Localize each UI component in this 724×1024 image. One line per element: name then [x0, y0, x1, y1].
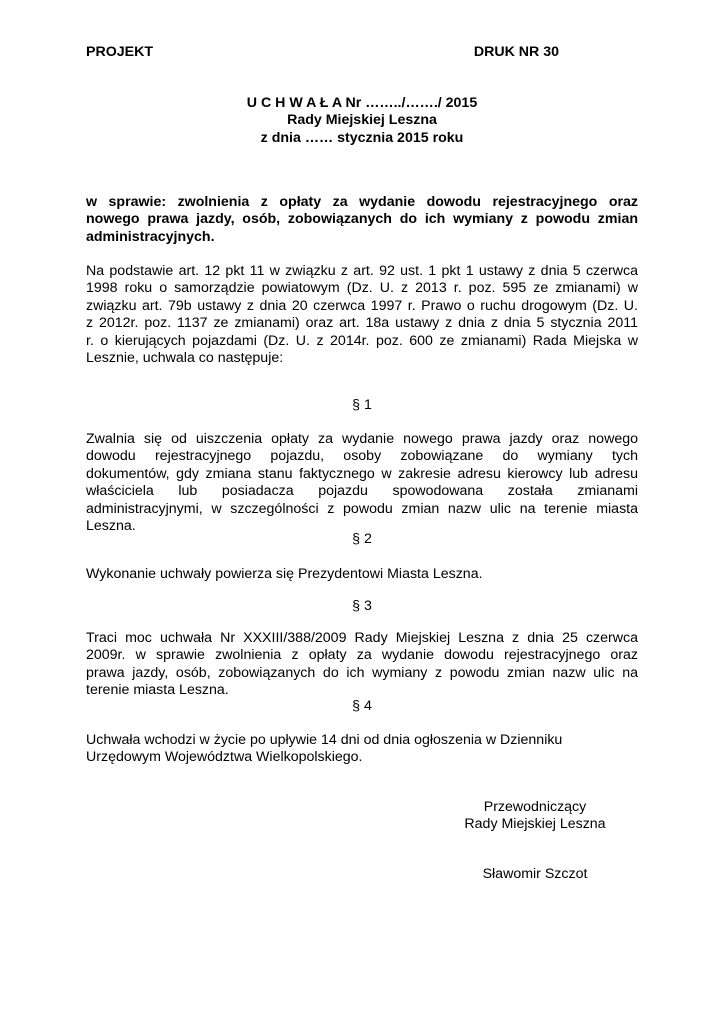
section-1-line: dowodu rejestracyjnego pojazdu, osoby zobowiązane do wymiany tych: [86, 448, 638, 465]
title-block: [86, 95, 638, 147]
section-4-paragraph: [86, 732, 638, 767]
section-3-paragraph: [86, 630, 638, 700]
section-1-mark: § 1: [352, 397, 372, 413]
subject-line: w sprawie: zwolnienia z opłaty za wydanie dowodu rejestracyjnego oraz: [86, 194, 638, 210]
section-3-line: terenie miasta Leszna.: [86, 682, 229, 699]
preamble-paragraph: [86, 263, 638, 367]
subject-line: nowego prawa jazdy, osób, zobowiązanych do ich wymiany z powodu zmian: [86, 211, 638, 228]
preamble-line: Na podstawie art. 12 pkt 11 w związku z art. 92 ust. 1 pkt 1 ustawy z dnia 5 czerwca: [86, 263, 638, 279]
section-1-line: właściciela lub posiadacza pojazdu spowodowana została zmianami: [86, 483, 638, 500]
preamble-line: związku art. 79b ustawy z dnia 20 czerwca 1997 r. Prawo o ruchu drogowym (Dz. U.: [86, 297, 638, 314]
signature-body: Rady Miejskiej Leszna: [464, 816, 606, 833]
section-1-line: Leszna.: [86, 518, 136, 535]
header-right: DRUK NR 30: [473, 44, 559, 60]
signature-name: Sławomir Szczot: [482, 866, 588, 882]
header-left: PROJEKT: [86, 44, 154, 60]
section-1-line: dokumentów, gdy zmiana stanu faktycznego w zakresie adresu kierowcy lub adresu: [86, 465, 638, 482]
section-3-mark: § 3: [352, 598, 372, 614]
preamble-line: r. o kierujących pojazdami (Dz. U. z 2014r. poz. 600 ze zmianami) Rada Miejska w: [86, 332, 638, 349]
preamble-line: z 2012r. poz. 1137 ze zmianami) oraz art. 18a ustawy z dnia z dnia 5 stycznia 2011: [86, 315, 638, 332]
section-2-mark: § 2: [352, 531, 372, 547]
section-4-line: Urzędowym Województwa Wielkopolskiego.: [86, 749, 363, 766]
signature-block: [440, 799, 630, 834]
section-1-paragraph: [86, 431, 638, 535]
section-4-line: Uchwała wchodzi w życie po upływie 14 dni od dnia ogłoszenia w Dzienniku: [86, 732, 563, 748]
subject-line: administracyjnych.: [86, 228, 215, 245]
title-line-3: z dnia …… stycznia 2015 roku: [260, 129, 464, 146]
section-3-line: Traci moc uchwała Nr XXXIII/388/2009 Rady Miejskiej Leszna z dnia 25 czerwca: [86, 630, 638, 646]
section-3-line: 2009r. w sprawie zwolnienia z opłaty za wydanie dowodu rejestracyjnego oraz: [86, 647, 638, 664]
section-2-text: Wykonanie uchwały powierza się Prezydentowi Miasta Leszna.: [86, 566, 483, 582]
section-3-line: prawa jazdy, osób, zobowiązanych do ich wymiany z powodu zmian nazw ulic na: [86, 664, 638, 681]
title-line-1: U C H W A Ł A Nr ……../……./ 2015: [246, 95, 478, 111]
signature-role: Przewodniczący: [483, 799, 587, 815]
preamble-line: 1998 roku o samorządzie powiatowym (Dz. U. z 2013 r. poz. 595 ze zmianami) w: [86, 280, 638, 297]
section-1-line: Zwalnia się od uiszczenia opłaty za wydanie nowego prawa jazdy oraz nowego: [86, 431, 638, 447]
preamble-line: Lesznie, uchwala co następuje:: [86, 350, 284, 367]
subject-paragraph: [86, 194, 638, 246]
section-4-mark: § 4: [352, 698, 372, 714]
section-1-line: administracyjnymi, w szczególności z powodu zmian nazw ulic na terenie miasta: [86, 500, 638, 517]
title-line-2: Rady Miejskiej Leszna: [287, 112, 437, 129]
